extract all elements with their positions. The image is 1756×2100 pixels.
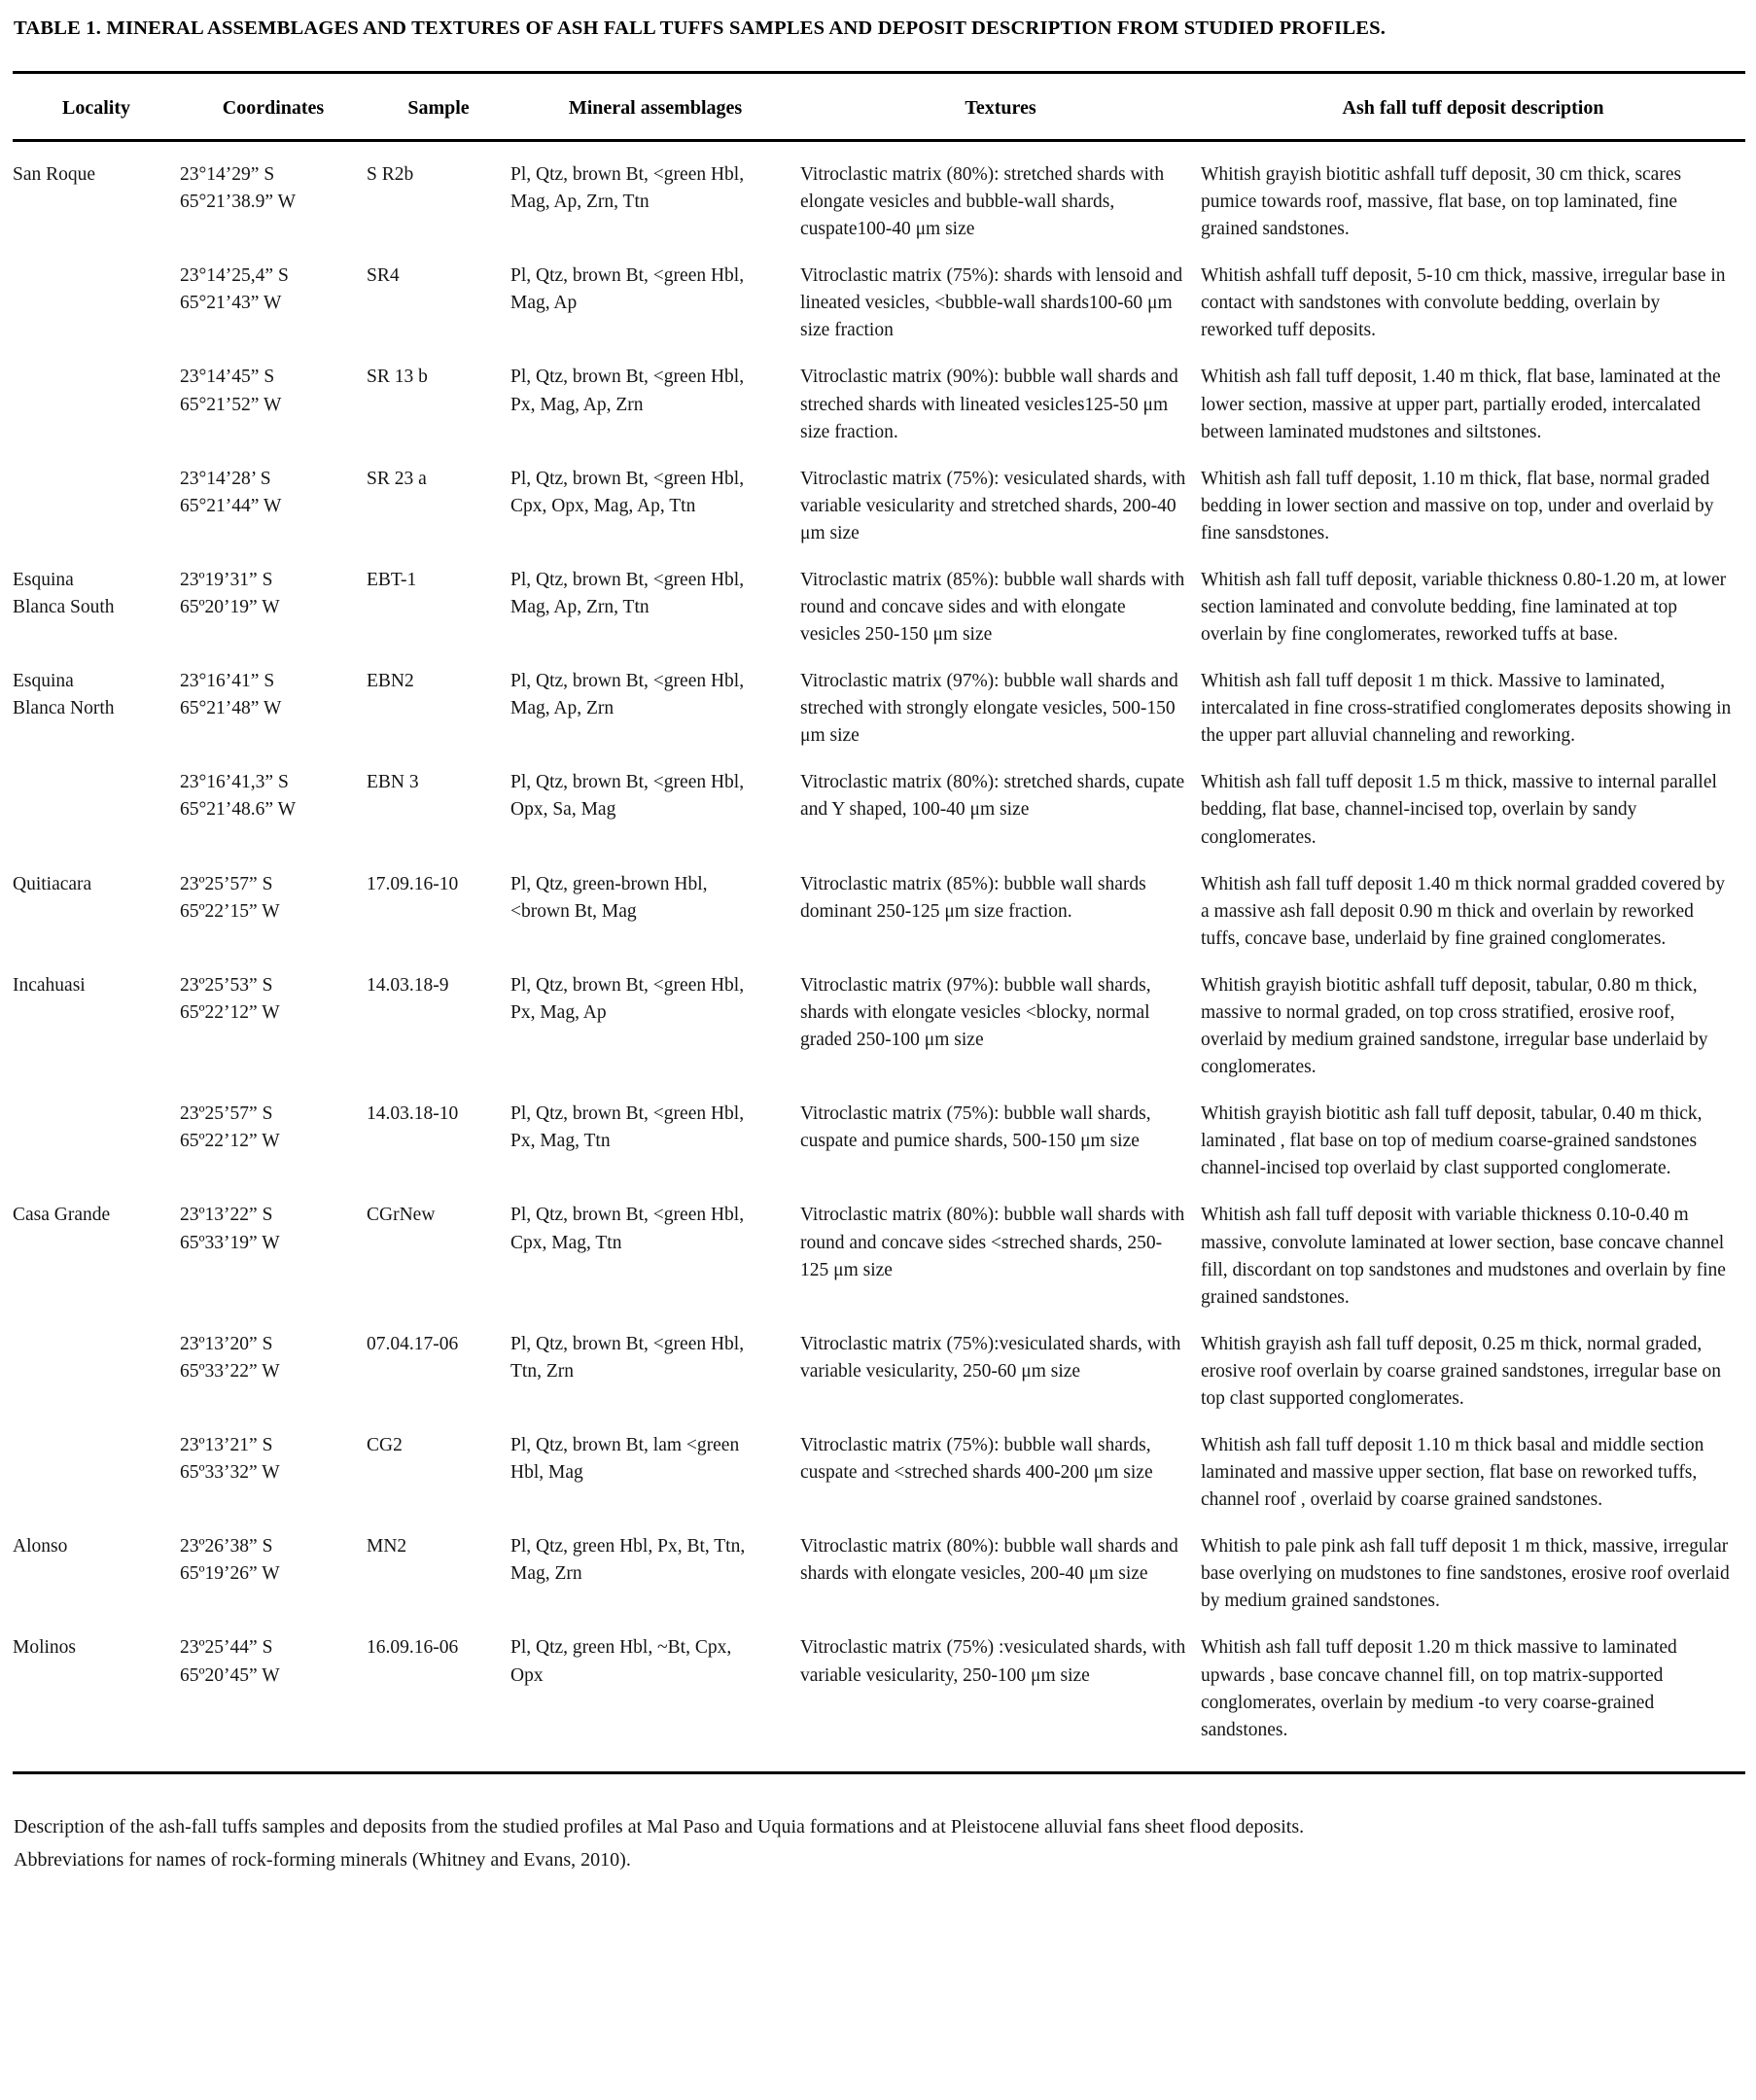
- locality-cell: [13, 262, 180, 364]
- textures-cell: Vitroclastic matrix (80%): bubble wall shards with round and concave sides <streched shards, 250-125 μm size: [800, 1205, 1185, 1280]
- minerals-cell: Pl, Qtz, brown Bt, <green Hbl, Px, Mag, Ttn: [510, 1103, 745, 1152]
- minerals-cell: Pl, Qtz, brown Bt, <green Hbl, Px, Mag, Ap, Zrn: [510, 367, 745, 415]
- footnote-abbreviations: Abbreviations for names of rock-forming minerals (Whitney and Evans, 2010).: [14, 1848, 631, 1871]
- table-header: [13, 73, 1745, 141]
- coordinates-cell: [180, 141, 367, 263]
- latitude: 23°14’29” S: [180, 164, 275, 185]
- description-cell: Whitish ash fall tuff deposit, variable thickness 0.80-1.20 m, at lower section laminated and convolute bedding, fine laminated at top overlain by fine conglomerates, reworked tuffs at base.: [1201, 569, 1727, 646]
- description-cell: Whitish grayish biotitic ashfall tuff deposit, 30 cm thick, scares pumice towards roof, massive, flat base, on top laminated, fine grained sandstones.: [1201, 164, 1682, 240]
- column-header-sample: Sample: [367, 73, 510, 141]
- description-cell: Whitish grayish biotitic ashfall tuff deposit, tabular, 0.80 m thick, massive to normal graded, on top cross stratified, erosive roof, overlaid by medium grained sandstone, irregular base underlaid by conglomerates.: [1201, 974, 1708, 1078]
- sample-cell: SR4: [367, 265, 400, 287]
- coordinates-cell: [180, 262, 367, 364]
- longitude: 65°21’48” W: [180, 698, 282, 719]
- description-cell: Whitish ash fall tuff deposit with variable thickness 0.10-0.40 m massive, convolute laminated at lower section, base concave channel fill, discordant on top sandstones and mudstones and overlain by fine grained sandstones.: [1201, 1205, 1726, 1308]
- minerals-cell: Pl, Qtz, brown Bt, <green Hbl, Mag, Ap, Zrn, Ttn: [510, 569, 745, 618]
- longitude: 65°21’38.9” W: [180, 192, 296, 213]
- table-row: [13, 1533, 1745, 1634]
- locality-cell: [13, 1331, 180, 1432]
- coordinates-cell: [180, 972, 367, 1101]
- minerals-cell: Pl, Qtz, green Hbl, ~Bt, Cpx, Opx: [510, 1637, 732, 1686]
- textures-cell: Vitroclastic matrix (97%): bubble wall shards, shards with elongate vesicles <blocky, normal graded 250-100 μm size: [800, 974, 1151, 1051]
- coordinates-cell: [180, 1634, 367, 1772]
- table-row: [13, 668, 1745, 769]
- table-footnotes: [14, 1811, 1745, 1875]
- minerals-cell: Pl, Qtz, brown Bt, lam <green Hbl, Mag: [510, 1434, 740, 1484]
- locality-cell: [13, 1432, 180, 1533]
- locality-cell: [13, 364, 180, 465]
- latitude: 23°14’25,4” S: [180, 265, 289, 287]
- textures-cell: Vitroclastic matrix (85%): bubble wall shards with round and concave sides and with elongate vesicles 250-150 μm size: [800, 569, 1185, 646]
- longitude: 65º33’19” W: [180, 1232, 280, 1253]
- longitude: 65º19’26” W: [180, 1563, 280, 1585]
- textures-cell: Vitroclastic matrix (90%): bubble wall shards and streched shards with lineated vesicles125-50 μm size fraction.: [800, 367, 1178, 442]
- sample-cell: 17.09.16-10: [367, 873, 459, 894]
- latitude: 23º13’20” S: [180, 1333, 273, 1354]
- locality-cell: San Roque: [13, 164, 96, 185]
- locality-cell: [13, 466, 180, 567]
- locality-cell: [13, 1101, 180, 1202]
- minerals-cell: Pl, Qtz, brown Bt, <green Hbl, Cpx, Mag, Ttn: [510, 1205, 745, 1253]
- sample-cell: 16.09.16-06: [367, 1637, 459, 1659]
- table-row: [13, 1432, 1745, 1533]
- table-body: [13, 141, 1745, 1773]
- minerals-cell: Pl, Qtz, brown Bt, <green Hbl, Ttn, Zrn: [510, 1333, 745, 1382]
- latitude: 23º13’21” S: [180, 1434, 273, 1455]
- locality-cell: Casa Grande: [13, 1205, 111, 1226]
- table-row: [13, 972, 1745, 1101]
- longitude: 65º20’19” W: [180, 597, 280, 618]
- minerals-cell: Pl, Qtz, brown Bt, <green Hbl, Mag, Ap, Zrn: [510, 671, 745, 719]
- column-header-locality: Locality: [13, 73, 180, 141]
- latitude: 23º13’22” S: [180, 1205, 273, 1226]
- column-header-coordinates: Coordinates: [180, 73, 367, 141]
- table-row: [13, 141, 1745, 263]
- textures-cell: Vitroclastic matrix (75%): vesiculated shards, with variable vesicularity and stretched shards, 200-40 μm size: [800, 468, 1186, 543]
- minerals-cell: Pl, Qtz, brown Bt, <green Hbl, Px, Mag, Ap: [510, 974, 745, 1023]
- latitude: 23°14’45” S: [180, 367, 275, 388]
- table-row: [13, 769, 1745, 870]
- minerals-cell: Pl, Qtz, brown Bt, <green Hbl, Mag, Ap, Zrn, Ttn: [510, 164, 745, 213]
- textures-cell: Vitroclastic matrix (75%): bubble wall shards, cuspate and pumice shards, 500-150 μm size: [800, 1103, 1151, 1152]
- sample-cell: 14.03.18-9: [367, 974, 449, 996]
- footnote-description: Description of the ash-fall tuffs samples and deposits from the studied profiles at Mal Paso and Uquia formations and at Pleistocene alluvial fans sheet flood deposits.: [14, 1815, 1305, 1838]
- coordinates-cell: [180, 567, 367, 668]
- locality-cell: Molinos: [13, 1637, 77, 1659]
- minerals-cell: Pl, Qtz, brown Bt, <green Hbl, Opx, Sa, Mag: [510, 772, 745, 821]
- column-header-mineral-assemblages: Mineral assemblages: [510, 73, 800, 141]
- sample-cell: S R2b: [367, 164, 414, 185]
- minerals-cell: Pl, Qtz, brown Bt, <green Hbl, Mag, Ap: [510, 265, 745, 314]
- table-row: [13, 262, 1745, 364]
- locality-cell: Alonso: [13, 1536, 68, 1558]
- textures-cell: Vitroclastic matrix (80%): bubble wall shards and shards with elongate vesicles, 200-40 μm size: [800, 1536, 1178, 1585]
- textures-cell: Vitroclastic matrix (75%): shards with lensoid and lineated vesicles, <bubble-wall shards100-60 μm size fraction: [800, 265, 1183, 341]
- sample-cell: EBN2: [367, 671, 414, 692]
- mineral-assemblages-table: [13, 71, 1745, 1774]
- latitude: 23°16’41” S: [180, 671, 275, 692]
- longitude: 65º22’12” W: [180, 1001, 280, 1023]
- minerals-cell: Pl, Qtz, green Hbl, Px, Bt, Ttn, Mag, Zrn: [510, 1536, 746, 1585]
- locality-cell: Esquina Blanca South: [13, 569, 115, 618]
- textures-cell: Vitroclastic matrix (75%): bubble wall shards, cuspate and <streched shards 400-200 μm size: [800, 1434, 1153, 1484]
- sample-cell: MN2: [367, 1536, 407, 1558]
- locality-cell: [13, 769, 180, 870]
- coordinates-cell: [180, 668, 367, 769]
- sample-cell: EBN 3: [367, 772, 419, 793]
- table-row: [13, 1202, 1745, 1330]
- longitude: 65º33’22” W: [180, 1360, 280, 1382]
- latitude: 23°14’28’ S: [180, 468, 271, 489]
- longitude: 65º22’15” W: [180, 900, 280, 922]
- longitude: 65º33’32” W: [180, 1462, 280, 1484]
- textures-cell: Vitroclastic matrix (97%): bubble wall shards and streched with strongly elongate vesicles, 500-150 μm size: [800, 671, 1178, 747]
- sample-cell: CGrNew: [367, 1205, 436, 1226]
- description-cell: Whitish ash fall tuff deposit 1.5 m thick, massive to internal parallel bedding, flat base, channel-incised top, overlain by sandy conglomerates.: [1201, 772, 1717, 848]
- latitude: 23º26’38” S: [180, 1536, 273, 1558]
- column-header-deposit-description: Ash fall tuff deposit description: [1201, 73, 1745, 141]
- column-header-textures: Textures: [800, 73, 1201, 141]
- minerals-cell: Pl, Qtz, green-brown Hbl, <brown Bt, Mag: [510, 873, 708, 922]
- description-cell: Whitish ash fall tuff deposit 1.20 m thick massive to laminated upwards , base concave channel fill, on top matrix-supported conglomerates, overlain by medium -to very coarse-grained sandstones.: [1201, 1637, 1677, 1740]
- table-row: [13, 1101, 1745, 1202]
- coordinates-cell: [180, 1533, 367, 1634]
- description-cell: Whitish grayish biotitic ash fall tuff deposit, tabular, 0.40 m thick, laminated , flat base on top of medium coarse-grained sandstones channel-incised top overlaid by clast supported conglomerate.: [1201, 1103, 1703, 1179]
- longitude: 65°21’44” W: [180, 495, 282, 516]
- coordinates-cell: [180, 1202, 367, 1330]
- table-row: [13, 871, 1745, 972]
- longitude: 65°21’52” W: [180, 394, 282, 415]
- header-row: [13, 73, 1745, 141]
- description-cell: Whitish ash fall tuff deposit, 1.10 m thick, flat base, normal graded bedding in lower section and massive on top, under and overlaid by fine sansdstones.: [1201, 468, 1714, 543]
- description-cell: Whitish ashfall tuff deposit, 5-10 cm thick, massive, irregular base in contact with sandstones with convolute bedding, overlain by reworked tuff deposits.: [1201, 265, 1726, 341]
- table-row: [13, 1331, 1745, 1432]
- sample-cell: 14.03.18-10: [367, 1103, 459, 1125]
- description-cell: Whitish ash fall tuff deposit 1.10 m thick basal and middle section laminated and massive upper section, flat base on reworked tuffs, channel roof , overlaid by coarse grained sandstones.: [1201, 1434, 1704, 1511]
- table-row: [13, 364, 1745, 465]
- description-cell: Whitish ash fall tuff deposit 1 m thick. Massive to laminated, intercalated in fine cross-stratified conglomerates deposits showing in the upper part alluvial channeling and reworking.: [1201, 671, 1732, 747]
- sample-cell: SR 13 b: [367, 367, 428, 388]
- coordinates-cell: [180, 1101, 367, 1202]
- latitude: 23º25’53” S: [180, 974, 273, 996]
- minerals-cell: Pl, Qtz, brown Bt, <green Hbl, Cpx, Opx, Mag, Ap, Ttn: [510, 468, 745, 516]
- coordinates-cell: [180, 1331, 367, 1432]
- textures-cell: Vitroclastic matrix (80%): stretched shards with elongate vesicles and bubble-wall shards, cuspate100-40 μm size: [800, 164, 1165, 240]
- sample-cell: CG2: [367, 1434, 403, 1455]
- coordinates-cell: [180, 871, 367, 972]
- longitude: 65º22’12” W: [180, 1131, 280, 1152]
- sample-cell: 07.04.17-06: [367, 1333, 459, 1354]
- table-row: [13, 1634, 1745, 1772]
- description-cell: Whitish ash fall tuff deposit, 1.40 m thick, flat base, laminated at the lower section, massive at upper part, partially eroded, intercalated between laminated mudstones and siltstones.: [1201, 367, 1721, 442]
- table-title: TABLE 1. MINERAL ASSEMBLAGES AND TEXTURES OF ASH FALL TUFFS SAMPLES AND DEPOSIT DESCRIPTION FROM STUDIED PROFILES.: [14, 18, 1387, 39]
- latitude: 23º25’57” S: [180, 873, 273, 894]
- coordinates-cell: [180, 466, 367, 567]
- longitude: 65°21’43” W: [180, 293, 282, 314]
- textures-cell: Vitroclastic matrix (80%): stretched shards, cupate and Y shaped, 100-40 μm size: [800, 772, 1185, 821]
- coordinates-cell: [180, 1432, 367, 1533]
- locality-cell: Esquina Blanca North: [13, 671, 115, 719]
- textures-cell: Vitroclastic matrix (85%): bubble wall shards dominant 250-125 μm size fraction.: [800, 873, 1146, 922]
- latitude: 23º25’57” S: [180, 1103, 273, 1125]
- textures-cell: Vitroclastic matrix (75%) :vesiculated shards, with variable vesicularity, 250-100 μm size: [800, 1637, 1186, 1686]
- description-cell: Whitish grayish ash fall tuff deposit, 0.25 m thick, normal graded, erosive roof overlain by coarse grained sandstones, irregular base on top clast supported conglomerates.: [1201, 1333, 1721, 1409]
- longitude: 65º20’45” W: [180, 1664, 280, 1686]
- description-cell: Whitish ash fall tuff deposit 1.40 m thick normal gradded covered by a massive ash fall deposit 0.90 m thick and overlain by reworked tuffs, concave base, underlaid by fine grained conglomerates.: [1201, 873, 1726, 949]
- latitude: 23º25’44” S: [180, 1637, 273, 1659]
- table-row: [13, 466, 1745, 567]
- table-row: [13, 567, 1745, 668]
- textures-cell: Vitroclastic matrix (75%):vesiculated shards, with variable vesicularity, 250-60 μm size: [800, 1333, 1181, 1382]
- latitude: 23°16’41,3” S: [180, 772, 289, 793]
- locality-cell: Incahuasi: [13, 974, 86, 996]
- sample-cell: SR 23 a: [367, 468, 427, 489]
- locality-cell: Quitiacara: [13, 873, 92, 894]
- sample-cell: EBT-1: [367, 569, 417, 590]
- longitude: 65°21’48.6” W: [180, 799, 296, 821]
- coordinates-cell: [180, 769, 367, 870]
- description-cell: Whitish to pale pink ash fall tuff deposit 1 m thick, massive, irregular base overlying on mudstones to fine sandstones, erosive roof overlaid by medium grained sandstones.: [1201, 1536, 1730, 1612]
- coordinates-cell: [180, 364, 367, 465]
- latitude: 23º19’31” S: [180, 569, 273, 590]
